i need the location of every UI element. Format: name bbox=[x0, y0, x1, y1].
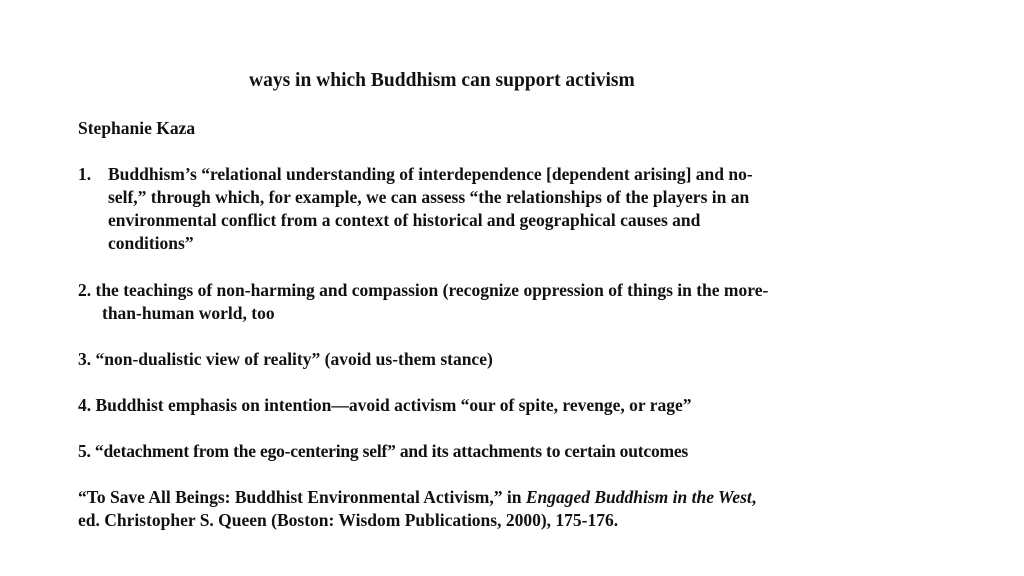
list-item-text: the teachings of non-harming and compassion (recognize oppression of things in the more- bbox=[95, 280, 769, 300]
list-item-number: 1. bbox=[78, 164, 92, 184]
list-item-text: conditions” bbox=[108, 233, 194, 253]
list-item-text: Buddhist emphasis on intention—avoid activism “our of spite, revenge, or rage” bbox=[95, 395, 692, 415]
list-item-line bbox=[78, 394, 692, 417]
list-item-line bbox=[78, 163, 753, 186]
list-item-text: than-human world, too bbox=[102, 303, 275, 323]
list-item-text: “detachment from the ego-centering self” and its attachments to certain outcomes bbox=[94, 441, 689, 461]
list-item-text: environmental conflict from a context of historical and geographical causes and bbox=[108, 210, 701, 230]
list-item-text: Buddhism’s “relational understanding of interdependence [dependent arising] and no- bbox=[108, 164, 753, 184]
list-item-line bbox=[78, 348, 493, 371]
list-item-line bbox=[78, 279, 768, 302]
list-item-number: 2. bbox=[78, 280, 92, 300]
citation-line-1 bbox=[78, 486, 756, 509]
list-item-line bbox=[78, 440, 688, 463]
list-item-number: 3. bbox=[78, 349, 92, 369]
citation-punctuation: , bbox=[751, 487, 757, 507]
list-item-text: self,” through which, for example, we can assess “the relationships of the players in an bbox=[108, 187, 750, 207]
citation-article-title: “To Save All Beings: Buddhist Environmental Activism,” in bbox=[78, 487, 526, 507]
citation-line-2: ed. Christopher S. Queen (Boston: Wisdom Publications, 2000), 175-176. bbox=[78, 510, 619, 530]
list-item-number: 5. bbox=[78, 441, 91, 461]
list-item-text: “non-dualistic view of reality” (avoid us-them stance) bbox=[95, 349, 493, 369]
author-name: Stephanie Kaza bbox=[78, 118, 196, 138]
citation-book-title: Engaged Buddhism in the West bbox=[525, 487, 752, 507]
list-item-number: 4. bbox=[78, 395, 92, 415]
slide-title: ways in which Buddhism can support activism bbox=[249, 70, 635, 91]
